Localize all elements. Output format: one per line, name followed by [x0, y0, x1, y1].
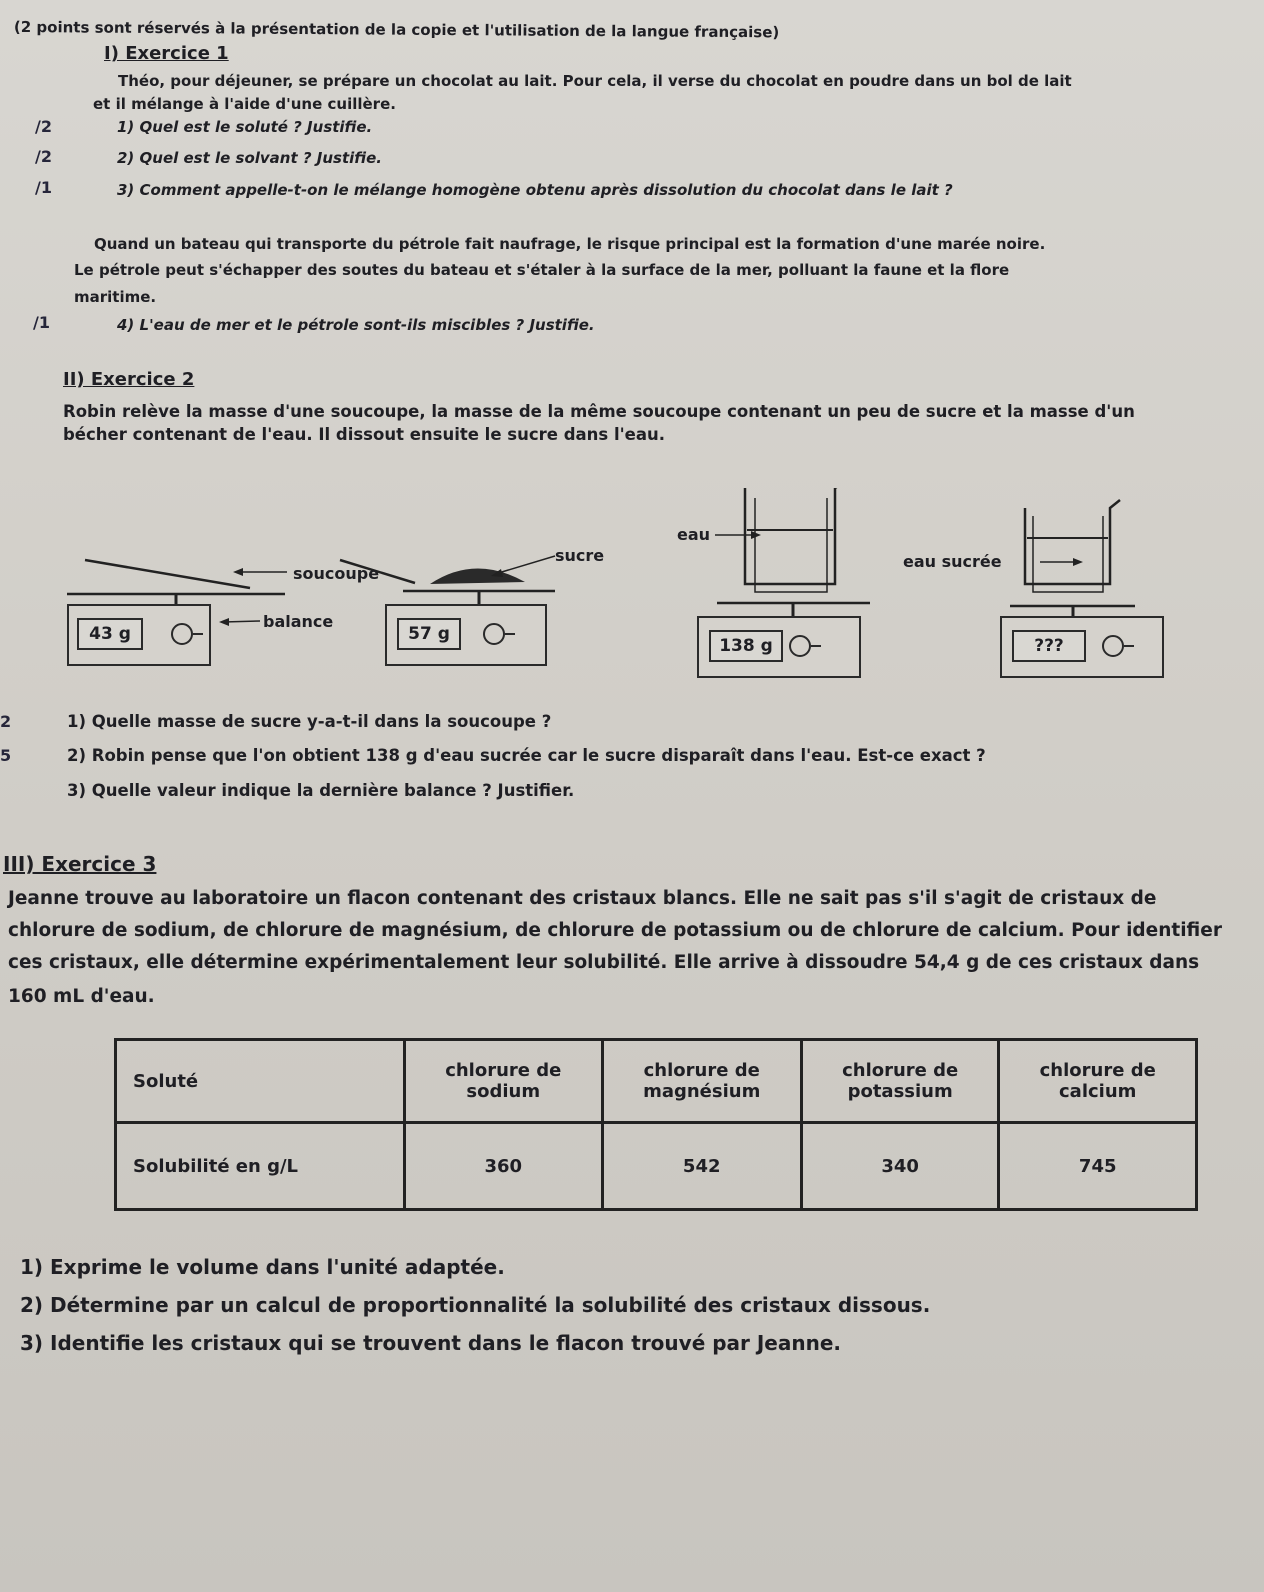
header-note: (2 points sont réservés à la présentation de la copie et l'utilisation de la langue française): [13, 18, 780, 42]
cell-line: potassium: [847, 1081, 953, 1102]
beaker1: [745, 488, 845, 584]
ex2-title: [63, 369, 194, 390]
ex2-q3: 3) Quelle valeur indique la dernière balance ? Justifier.: [67, 781, 575, 800]
ex1-title-text: I) Exercice 1: [104, 43, 229, 64]
ex1-intro-line1: Théo, pour déjeuner, se prépare un chocolat au lait. Pour cela, il verse du chocolat en poudre dans un bol de lait: [118, 72, 1072, 90]
beaker1-inner: [755, 498, 827, 592]
ex2-title-text: II) Exercice 2: [63, 369, 195, 390]
ex1-para-line3: maritime.: [74, 288, 157, 306]
table-cell-solute: [999, 1040, 1197, 1123]
ex3-title: [3, 852, 156, 876]
ex3-title-text: III) Exercice 3: [3, 852, 157, 876]
ex2-q2-points: 5: [0, 746, 12, 765]
solubility-table: [114, 1038, 1198, 1211]
scale-1-display: 43 g: [77, 618, 143, 650]
ex3-q1: 1) Exprime le volume dans l'unité adaptée.: [20, 1255, 505, 1279]
sugar-pile: [430, 568, 525, 584]
label-eau-sucree: eau sucrée: [903, 552, 1002, 571]
ex1-title: [104, 43, 229, 64]
scale-4-display: ???: [1012, 630, 1086, 662]
ex3-q2: 2) Détermine par un calcul de proportionnalité la solubilité des cristaux dissous.: [20, 1293, 931, 1317]
label-eau: eau: [677, 525, 711, 544]
scale-1: [67, 604, 211, 666]
soucoupe-arrowhead: [233, 568, 243, 576]
balance-arrowhead: [219, 618, 229, 626]
ex2-q1: 1) Quelle masse de sucre y-a-t-il dans la soucoupe ?: [67, 712, 552, 731]
scale-2: [385, 604, 547, 666]
cell-line: chlorure de: [842, 1060, 959, 1081]
scale-1-knob-icon: [171, 623, 193, 645]
scale-3-knob-icon: [789, 635, 811, 657]
mass-diagram: [55, 488, 1185, 703]
table-cell-value: 542: [602, 1123, 801, 1210]
table-cell-solute: [405, 1040, 603, 1123]
beaker2-inner: [1033, 516, 1103, 592]
cell-line: calcium: [1059, 1081, 1137, 1102]
ex1-q2-points: /2: [35, 147, 52, 166]
cell-line: chlorure de: [1039, 1060, 1156, 1081]
cell-line: sodium: [466, 1081, 541, 1102]
ex1-q3-points: /1: [35, 178, 52, 197]
cell-line: chlorure de: [445, 1060, 562, 1081]
scale-4: [1000, 616, 1164, 678]
ex3-intro-line2: chlorure de sodium, de chlorure de magnésium, de chlorure de potassium ou de chlorure de calcium. Pour identifier: [8, 920, 1222, 941]
beaker2: [1025, 500, 1120, 584]
label-sucre: sucre: [555, 546, 605, 565]
cell-line: chlorure de: [643, 1060, 760, 1081]
ex1-para-line1: Quand un bateau qui transporte du pétrole fait naufrage, le risque principal est la formation d'une marée noire.: [94, 235, 1046, 253]
label-soucoupe: soucoupe: [293, 564, 380, 583]
ex2-intro-line2: bécher contenant de l'eau. Il dissout ensuite le sucre dans l'eau.: [63, 425, 666, 444]
ex2-q1-points: 2: [0, 712, 12, 731]
ex3-intro-line3: ces cristaux, elle détermine expérimentalement leur solubilité. Elle arrive à dissoudre 54,4 g de ces cristaux dans: [8, 952, 1200, 973]
ex1-q1-points: /2: [35, 117, 52, 136]
ex1-q3: 3) Comment appelle-t-on le mélange homogène obtenu après dissolution du chocolat dans le lait ?: [117, 181, 953, 199]
table-cell-solute: [801, 1040, 999, 1123]
ex1-q4-points: /1: [33, 313, 50, 332]
ex2-q2: 2) Robin pense que l'on obtient 138 g d'eau sucrée car le sucre disparaît dans l'eau. Est-ce exact ?: [67, 746, 986, 765]
ex3-intro-line4: 160 mL d'eau.: [8, 986, 155, 1007]
scale-2-knob-icon: [483, 623, 505, 645]
ex3-q3: 3) Identifie les cristaux qui se trouvent dans le flacon trouvé par Jeanne.: [20, 1331, 842, 1355]
table-cell-solute: [602, 1040, 801, 1123]
ex1-q4: 4) L'eau de mer et le pétrole sont-ils miscibles ? Justifie.: [117, 316, 595, 334]
ex1-q1: 1) Quel est le soluté ? Justifie.: [117, 118, 373, 136]
label-balance: balance: [263, 612, 334, 631]
table-cell-value: 340: [801, 1123, 999, 1210]
ex1-para-line2: Le pétrole peut s'échapper des soutes du bateau et s'étaler à la surface de la mer, polluant la faune et la flore: [74, 261, 1010, 279]
sucre-arrow: [495, 556, 555, 574]
scale-4-knob-icon: [1102, 635, 1124, 657]
table-row-solubility: [116, 1123, 1197, 1210]
table-head-solubility: Solubilité en g/L: [116, 1123, 405, 1210]
eau-sucree-arrowhead: [1073, 558, 1083, 566]
table-row-solute: [116, 1040, 1197, 1123]
ex2-intro-line1: Robin relève la masse d'une soucoupe, la masse de la même soucoupe contenant un peu de sucre et la masse d'un: [63, 402, 1135, 421]
ex1-q2: 2) Quel est le solvant ? Justifie.: [117, 149, 382, 167]
table-cell-value: 360: [405, 1123, 603, 1210]
ex3-intro-line1: Jeanne trouve au laboratoire un flacon contenant des cristaux blancs. Elle ne sait pas s'il s'agit de cristaux de: [8, 888, 1157, 909]
saucer-plate: [85, 560, 250, 588]
eau-arrowhead: [751, 531, 761, 539]
table-head-solute: Soluté: [116, 1040, 405, 1123]
cell-line: magnésium: [643, 1081, 761, 1102]
ex1-intro-line2: et il mélange à l'aide d'une cuillère.: [93, 95, 396, 113]
scale-2-display: 57 g: [397, 618, 461, 650]
scale-3: [697, 616, 861, 678]
scale-3-display: 138 g: [709, 630, 783, 662]
table-cell-value: 745: [999, 1123, 1197, 1210]
